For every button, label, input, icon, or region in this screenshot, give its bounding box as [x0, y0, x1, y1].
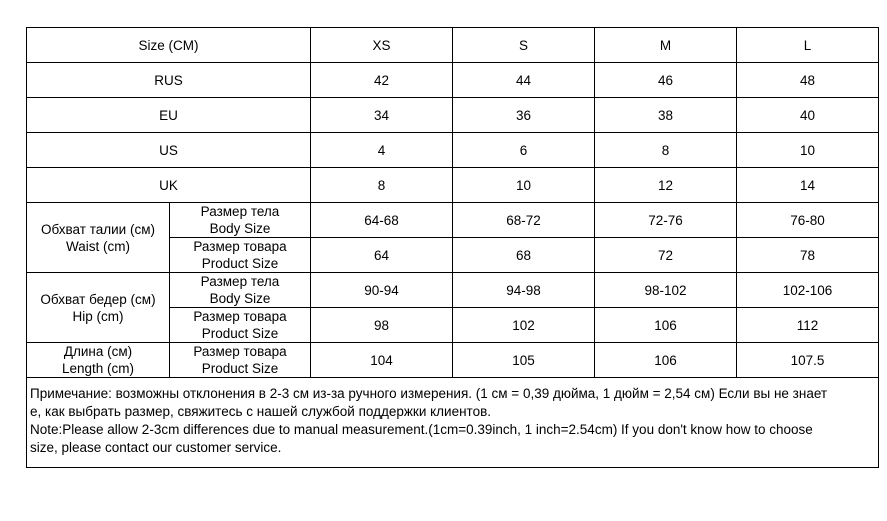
header-row [27, 28, 879, 63]
table-cell: 40 [737, 98, 879, 133]
note-ru-line-1: Примечание: возможны отклонения в 2-3 см из-за ручного измерения. (1 см = 0,39 дюйма, 1 дюйм = 2,54 см) Если вы не знает [30, 386, 828, 401]
sub-label-ru: Размер товара [193, 309, 287, 324]
waist-label-en: Waist (cm) [66, 238, 130, 254]
row-label-us: US [27, 133, 311, 168]
table-cell: 78 [737, 238, 879, 273]
table-cell: 107.5 [737, 343, 879, 378]
row-label-hip [27, 273, 170, 343]
table-row [27, 203, 879, 238]
table-cell: 34 [311, 98, 453, 133]
sub-label-en: Product Size [201, 361, 279, 376]
table-cell: 8 [311, 168, 453, 203]
header-label-cell: Size (CM) [27, 28, 311, 63]
table-cell: 42 [311, 63, 453, 98]
hip-label-ru: Обхват бедер (см) [40, 291, 156, 307]
table-cell: 72 [595, 238, 737, 273]
table-cell: 44 [453, 63, 595, 98]
table-cell: 48 [737, 63, 879, 98]
table-cell: 90-94 [311, 273, 453, 308]
size-chart-table [26, 27, 879, 468]
length-label-en: Length (cm) [61, 361, 135, 376]
table-cell: 104 [311, 343, 453, 378]
table-cell: 4 [311, 133, 453, 168]
row-label-eu: EU [27, 98, 311, 133]
table-cell: 10 [737, 133, 879, 168]
table-cell: 38 [595, 98, 737, 133]
note-en-line-1: Note:Please allow 2-3cm differences due to manual measurement.(1cm=0.39inch, 1 inch=2.54cm) If you don't know how to choose [30, 422, 813, 437]
sub-label-product-size [170, 238, 311, 273]
sub-label-ru: Размер тела [200, 274, 280, 289]
table-cell: 76-80 [737, 203, 879, 238]
sub-label-ru: Размер товара [193, 239, 287, 254]
sub-label-product-size [170, 343, 311, 378]
table-cell: 12 [595, 168, 737, 203]
table-cell: 106 [595, 343, 737, 378]
table-cell: 105 [453, 343, 595, 378]
length-label-ru: Длина (см) [63, 344, 133, 359]
table-cell: 102-106 [737, 273, 879, 308]
sub-label-ru: Размер товара [193, 344, 287, 359]
size-header-m: M [595, 28, 737, 63]
table-cell: 64-68 [311, 203, 453, 238]
table-cell: 8 [595, 133, 737, 168]
table-cell: 10 [453, 168, 595, 203]
sub-label-en: Body Size [209, 221, 271, 236]
row-label-uk: UK [27, 168, 311, 203]
size-header-l: L [737, 28, 879, 63]
table-row [27, 98, 879, 133]
table-row [27, 63, 879, 98]
sub-label-product-size [170, 308, 311, 343]
table-cell: 68 [453, 238, 595, 273]
table-cell: 98-102 [595, 273, 737, 308]
sub-label-body-size [170, 273, 311, 308]
table-cell: 106 [595, 308, 737, 343]
row-label-length [27, 343, 170, 378]
table-row [27, 343, 879, 378]
table-cell: 68-72 [453, 203, 595, 238]
sub-label-ru: Размер тела [200, 204, 280, 219]
row-label-waist [27, 203, 170, 273]
sub-label-en: Body Size [209, 291, 271, 306]
note-row [27, 378, 879, 468]
table-cell: 102 [453, 308, 595, 343]
sub-label-en: Product Size [201, 256, 279, 271]
size-header-s: S [453, 28, 595, 63]
table-row [27, 133, 879, 168]
table-row [27, 168, 879, 203]
table-cell: 112 [737, 308, 879, 343]
table-cell: 98 [311, 308, 453, 343]
table-cell: 72-76 [595, 203, 737, 238]
table-cell: 94-98 [453, 273, 595, 308]
table-cell: 6 [453, 133, 595, 168]
table-cell: 46 [595, 63, 737, 98]
note-cell [27, 378, 879, 468]
table-cell: 36 [453, 98, 595, 133]
waist-label-ru: Обхват талии (см) [41, 221, 155, 237]
note-ru-line-2: е, как выбрать размер, свяжитесь с нашей службой поддержки клиентов. [30, 404, 492, 419]
table-cell: 64 [311, 238, 453, 273]
table-row [27, 273, 879, 308]
sub-label-en: Product Size [201, 326, 279, 341]
sub-label-body-size [170, 203, 311, 238]
table-cell: 14 [737, 168, 879, 203]
row-label-rus: RUS [27, 63, 311, 98]
hip-label-en: Hip (cm) [72, 308, 124, 324]
size-header-xs: XS [311, 28, 453, 63]
note-en-line-2: size, please contact our customer service. [30, 440, 282, 455]
